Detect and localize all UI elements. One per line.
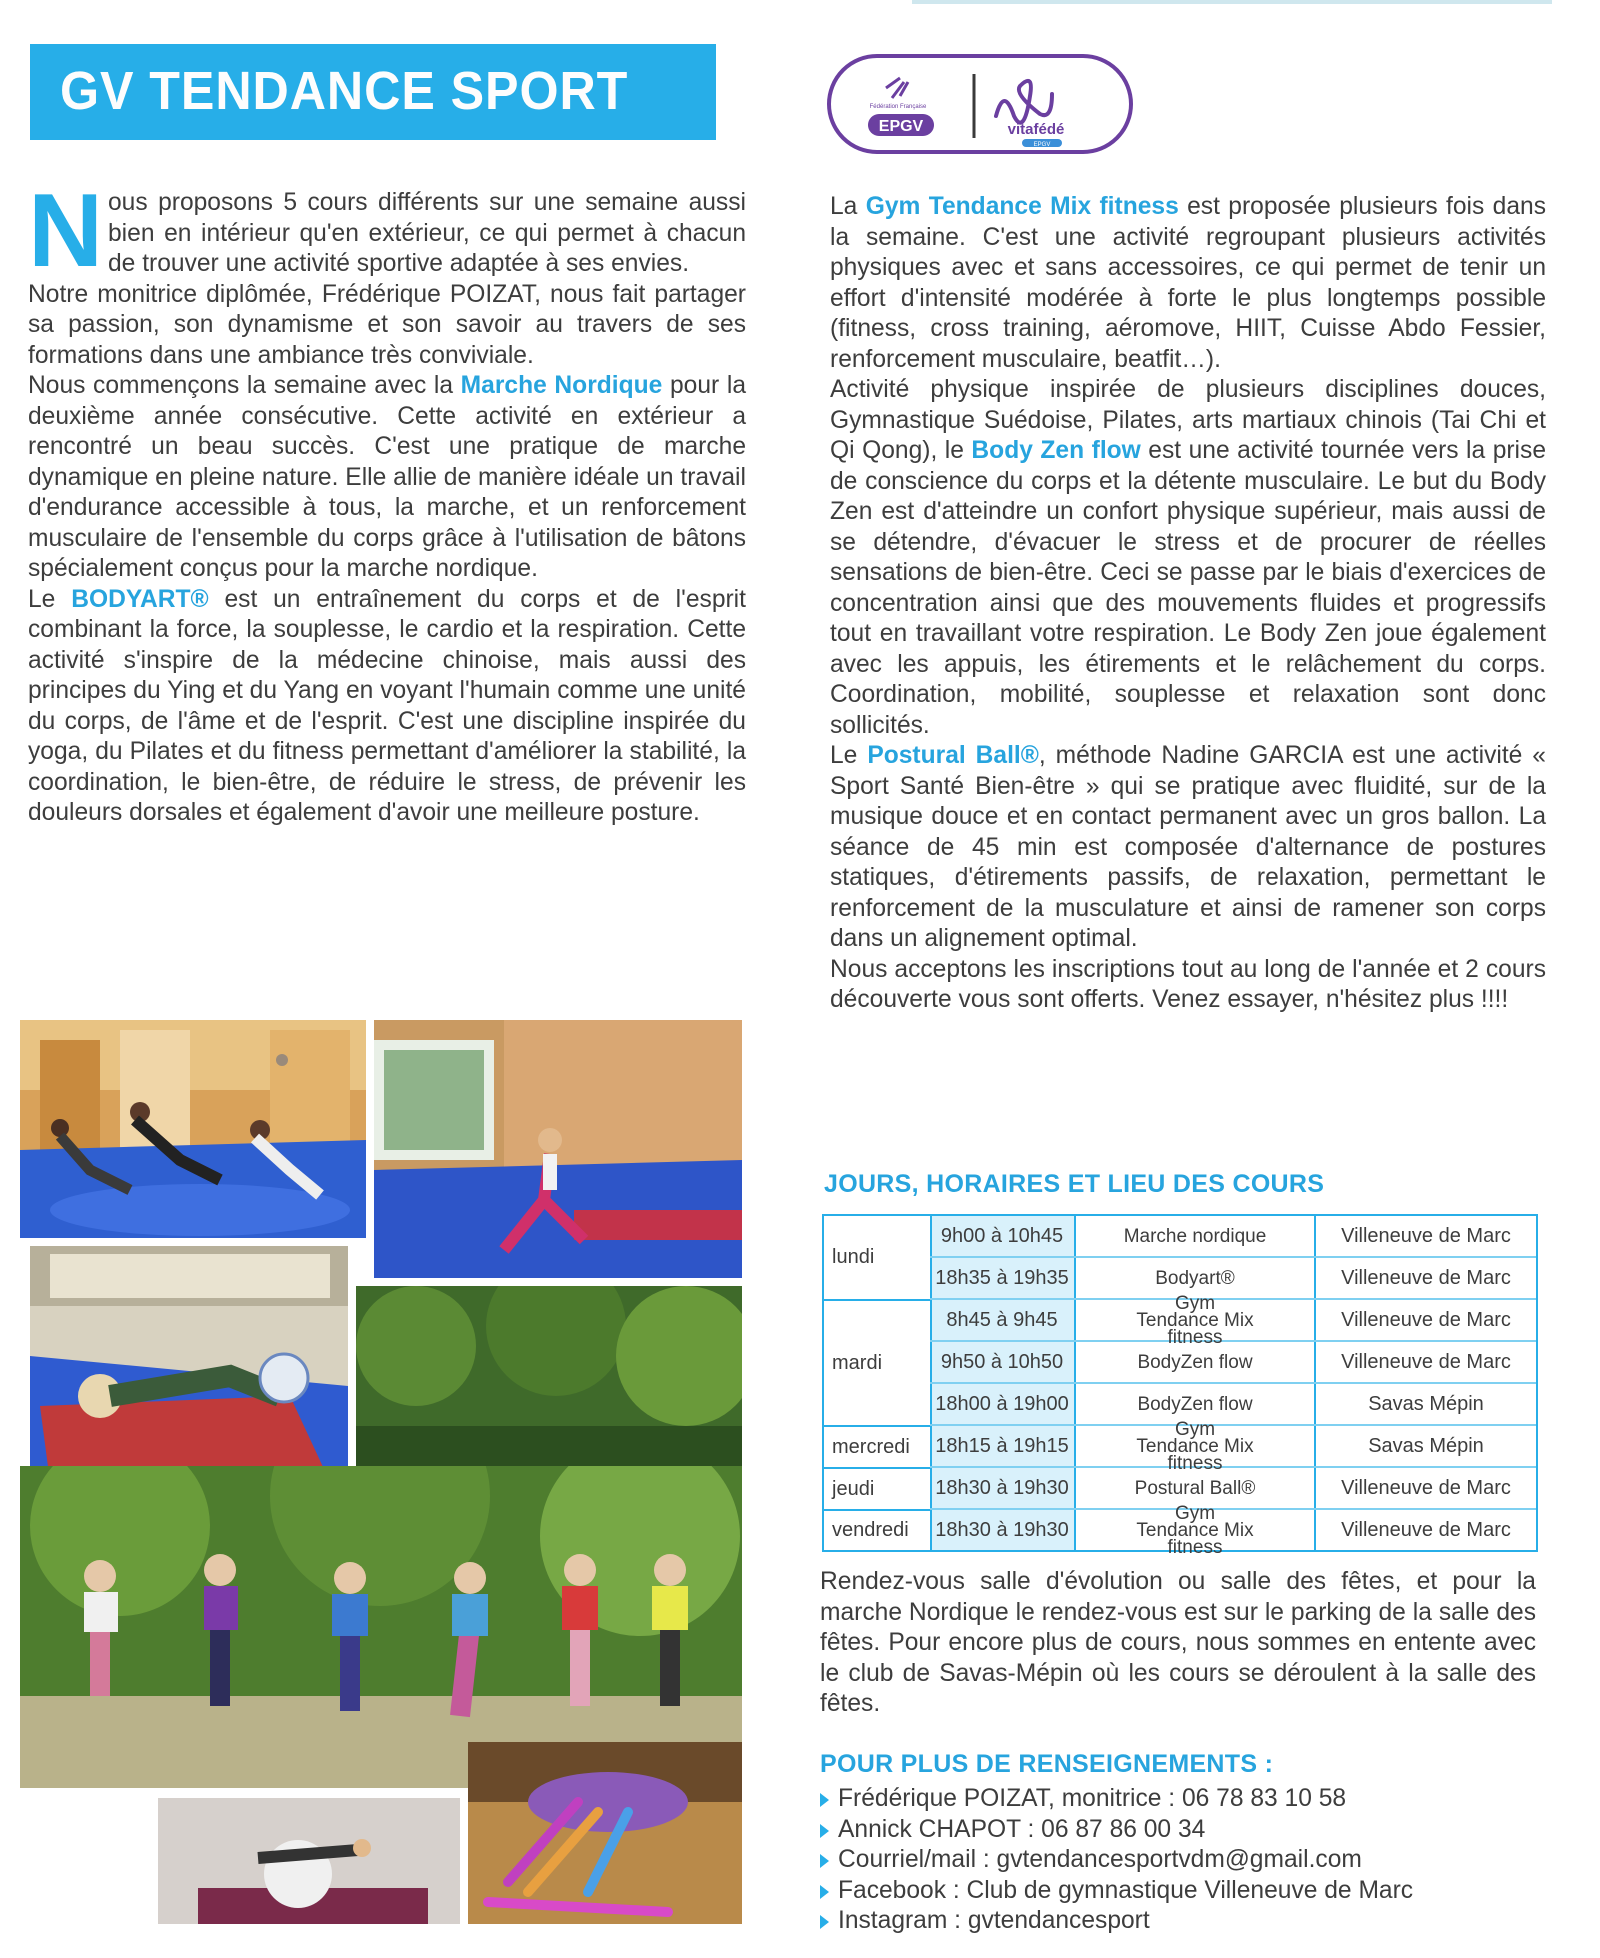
day-mardi: mardi xyxy=(832,1351,883,1374)
photo-plank xyxy=(30,1246,348,1482)
logo-epgv-text: EPGV xyxy=(878,118,924,135)
intro-paragraph: ous proposons 5 cours différents sur une semaine aussi bien en intérieur qu'en extérieur, ce qui permet à chacun de trouver une activité sportive adaptée à ses envies. xyxy=(108,189,746,277)
gym-tendance-paragraph: La Gym Tendance Mix fitness est proposée plusieurs fois dans la semaine. C'est une activité regroupant plusieurs activités physiques avec et sans accessoires, ce qui permet de tenir un effort d'intensité modérée à forte le plus longtemps possible (fitness, cross training, aéromove, HIIT, Cuisse Abdo Fessier, renforcement musculaire, beatfit…). xyxy=(830,193,1546,373)
row-place: Villeneuve de Marc xyxy=(1341,1476,1511,1499)
left-column xyxy=(28,173,746,829)
logo-vitafede-text: vitafédé xyxy=(1007,121,1065,138)
row-activity: Gym Tendance Mix fitness xyxy=(1136,1418,1254,1474)
schedule-row xyxy=(930,1216,1536,1258)
row-place: Savas Mépin xyxy=(1368,1392,1484,1415)
contact-item-facebook[interactable]: Facebook : Club de gymnastique Villeneuve de Marc xyxy=(818,1876,1548,1907)
row-activity: BodyZen flow xyxy=(1137,1351,1253,1373)
photo-collage xyxy=(20,1020,742,1928)
rendezvous-paragraph: Rendez-vous salle d'évolution ou salle des fêtes, et pour la marche Nordique le rendez-vous est sur le parking de la salle des fêtes. Pour encore plus de cours, nous sommes en entente avec le club de Savas-Mépin où les cours se déroulent à la salle des fêtes. xyxy=(820,1568,1536,1717)
row-place: Villeneuve de Marc xyxy=(1341,1350,1511,1373)
row-time: 8h45 à 9h45 xyxy=(946,1308,1058,1331)
postural-ball-paragraph: Le Postural Ball®, méthode Nadine GARCIA est une activité « Sport Santé Bien-être » qui se pratique avec fluidité, sur de la musique douce et en contact permanent avec un gros ballon. La séance de 45 min est composée d'alternance de postures statiques, d'étirements passifs, de relaxation, permettant le renforcement de la musculature et ainsi de ramener son corps dans un alignement optimal. xyxy=(830,742,1546,952)
photo-gym-class xyxy=(20,1020,366,1238)
body-zen-highlight: Body Zen flow xyxy=(971,437,1141,464)
photo-woods xyxy=(356,1286,742,1482)
contact-list xyxy=(818,1784,1548,1937)
top-rule xyxy=(912,0,1552,4)
gym-tendance-highlight: Gym Tendance Mix fitness xyxy=(865,193,1179,220)
day-vendredi: vendredi xyxy=(832,1519,909,1541)
info-title: POUR PLUS DE RENSEIGNEMENTS : xyxy=(820,1750,1274,1778)
row-place: Savas Mépin xyxy=(1368,1434,1484,1457)
row-time: 9h00 à 10h45 xyxy=(940,1224,1064,1247)
bullet-icon xyxy=(820,1915,829,1929)
schedule-table xyxy=(822,1214,1538,1558)
row-time: 18h30 à 19h30 xyxy=(935,1518,1069,1541)
photo-equipment xyxy=(468,1742,742,1924)
title-banner xyxy=(30,44,716,140)
epgv-vitafede-logo xyxy=(826,46,1134,162)
row-place: Villeneuve de Marc xyxy=(1341,1266,1511,1289)
day-jeudi: jeudi xyxy=(832,1477,875,1500)
body-zen-paragraph: Activité physique inspirée de plusieurs disciplines douces, Gymnastique Suédoise, Pilates, arts martiaux chinois (Tai Chi et Qi Qong), le Body Zen flow est une activité tournée vers la prise de conscience du corps et la détente musculaire. Le but du Body Zen est d'atteindre un confort physique supérieur, mais aussi de se détendre, d'évacuer le stress et de procurer de réelles sensations de bien-être. Ceci se passe par le biais d'exercices de concentration ainsi que des mouvements fluides et progressifs tout en travaillant votre respiration. Le Body Zen joue également avec les appuis, les étirements et le relâchement du corps. Coordination, mobilité, souplesse et relaxation sont donc sollicités. xyxy=(830,376,1546,739)
row-place: Villeneuve de Marc xyxy=(1341,1224,1511,1247)
bodyart-highlight: BODYART® xyxy=(71,585,209,613)
inscriptions-paragraph: Nous acceptons les inscriptions tout au long de l'année et 2 cours découverte vous sont offerts. Venez essayer, n'hésitez plus !!!! xyxy=(830,955,1546,1013)
contact-item-instagram[interactable]: Instagram : gvtendancesport xyxy=(818,1906,1548,1937)
row-time: 18h35 à 19h35 xyxy=(935,1266,1069,1289)
photo-nordic-walking xyxy=(20,1466,742,1788)
bullet-icon xyxy=(820,1854,829,1868)
row-activity: BodyZen flow xyxy=(1137,1393,1253,1415)
contact-item: Annick CHAPOT : 06 87 86 00 34 xyxy=(818,1815,1548,1846)
row-place: Villeneuve de Marc xyxy=(1341,1518,1511,1541)
logo-caption-left: Fédération Française xyxy=(869,104,927,110)
postural-ball-highlight: Postural Ball® xyxy=(867,742,1039,769)
contact-item: Frédérique POIZAT, monitrice : 06 78 83 10 58 xyxy=(818,1784,1548,1815)
day-lundi: lundi xyxy=(832,1246,875,1268)
row-activity: Bodyart® xyxy=(1155,1267,1235,1289)
dropcap: N xyxy=(28,173,104,289)
photo-ball xyxy=(158,1798,460,1924)
page-title: GV TENDANCE SPORT xyxy=(60,61,629,121)
photo-lunge xyxy=(374,1020,742,1278)
bullet-icon xyxy=(820,1824,829,1838)
logo-caption-right: EPGV xyxy=(1033,142,1051,148)
row-time: 18h15 à 19h15 xyxy=(935,1434,1069,1457)
contact-item-email[interactable]: Courriel/mail : gvtendancesportvdm@gmail.com xyxy=(818,1845,1548,1876)
row-time: 18h00 à 19h00 xyxy=(935,1392,1069,1415)
schedule-row xyxy=(930,1502,1536,1558)
bodyart-paragraph: Le BODYART® est un entraînement du corps et de l'esprit combinant la force, la souplesse, le cardio et la respiration. Cette activité s'inspire de la médecine chinoise, mais aussi des principes du Ying et du Yang en voyant l'humain comme une unité du corps, de l'âme et de l'esprit. C'est une discipline inspirée du yoga, du Pilates et du fitness permettant d'améliorer la stabilité, la coordination, le bien-être, de réduire le stress, de prévenir les douleurs dorsales et également d'avoir une meilleure posture. xyxy=(28,585,746,826)
marche-nordique-paragraph: Nous commençons la semaine avec la Marche Nordique pour la deuxième année consécutive. Cette activité en extérieur a rencontré un beau succès. C'est une pratique de marche dynamique en pleine nature. Elle allie de manière idéale un travail d'endurance accessible à tous, la marche, et un renforcement musculaire de l'ensemble du corps grâce à l'utilisation de bâtons spécialement conçus pour la marche nordique. xyxy=(28,372,746,582)
row-activity: Gym Tendance Mix fitness xyxy=(1136,1502,1254,1558)
schedule-row xyxy=(930,1292,1536,1348)
marche-nordique-highlight: Marche Nordique xyxy=(460,372,663,399)
schedule-title: JOURS, HORAIRES ET LIEU DES COURS xyxy=(824,1170,1325,1198)
bullet-icon xyxy=(820,1793,829,1807)
day-mercredi: mercredi xyxy=(832,1435,910,1458)
row-activity: Marche nordique xyxy=(1123,1225,1267,1247)
bullet-icon xyxy=(820,1885,829,1899)
row-place: Villeneuve de Marc xyxy=(1341,1308,1511,1331)
row-activity: Postural Ball® xyxy=(1134,1477,1256,1499)
schedule-row xyxy=(930,1342,1536,1384)
row-activity: Gym Tendance Mix fitness xyxy=(1136,1292,1254,1348)
schedule-row xyxy=(930,1418,1536,1474)
row-time: 9h50 à 10h50 xyxy=(940,1350,1064,1373)
right-column xyxy=(830,192,1546,1016)
row-time: 18h30 à 19h30 xyxy=(935,1476,1069,1499)
monitrice-paragraph: Notre monitrice diplômée, Frédérique POIZAT, nous fait partager sa passion, son dynamisme et son savoir au travers de ses formations dans une ambiance très conviviale. xyxy=(28,280,746,369)
